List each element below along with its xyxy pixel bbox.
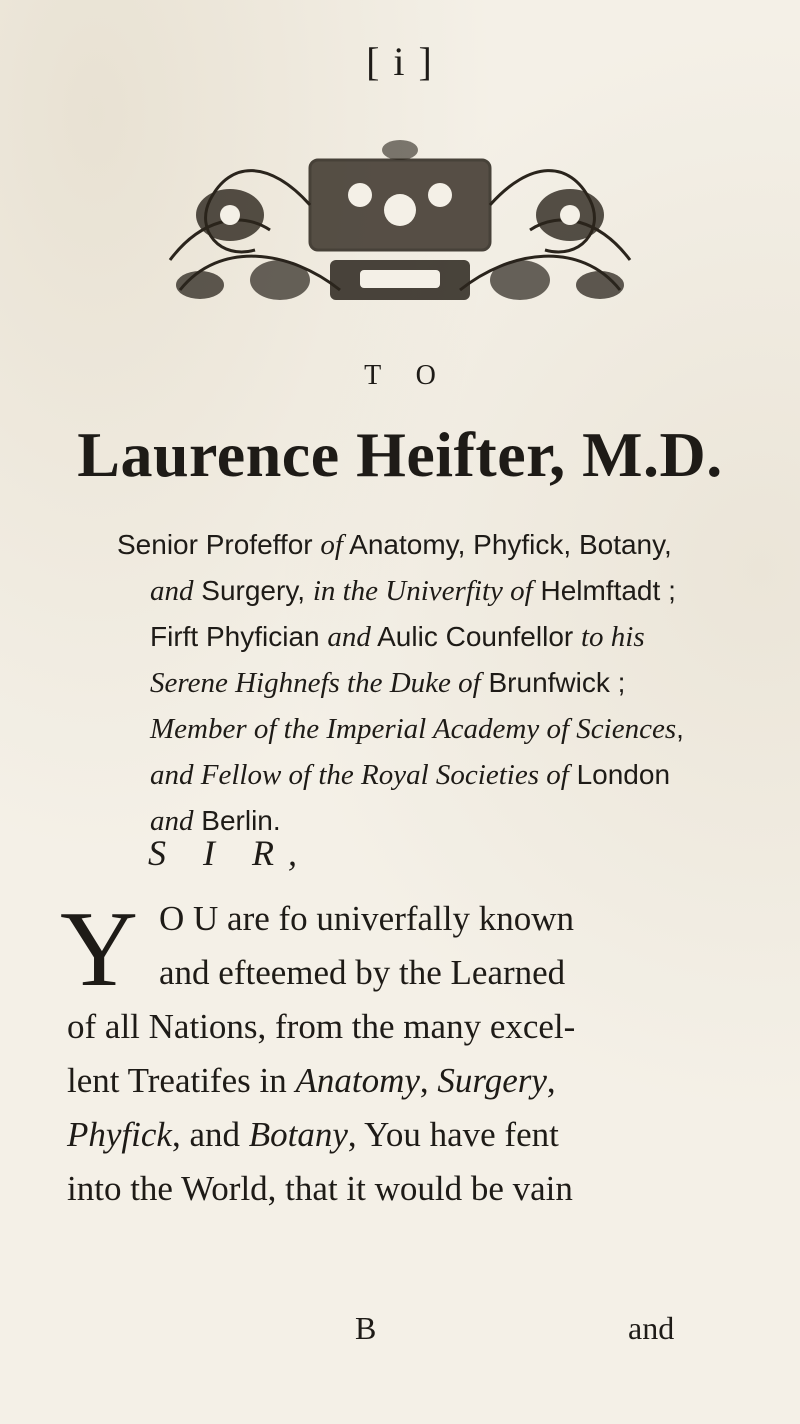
letter-body [67,892,697,1216]
text-run: Firft Phyfician [150,621,328,652]
dedication-line-3 [117,614,677,660]
text-run: Anatomy, Phyfick, Botany, [342,529,672,560]
italic-run: and Fellow of the Royal Societies of [150,759,569,791]
text-run: , [676,713,684,744]
text-run: lent Treatifes in [67,1061,296,1100]
italic-run: and [150,805,194,837]
italic-run: Serene Highnefs the Duke of [150,667,481,699]
italic-run: in the Univerfity of [312,575,533,607]
text-run: Senior Profeffor [117,529,321,560]
dedication-line-2 [117,568,677,614]
dedication-line-6 [117,752,677,798]
dedication-titles [117,522,684,844]
floral-headpiece-icon [160,140,640,320]
italic-run: Botany [248,1115,348,1154]
text-run: London [568,759,671,790]
body-line-1: O U are fo univerfally known [159,899,575,938]
italic-run: Phyfick [67,1115,172,1154]
body-line-4 [67,1054,697,1108]
text-run: , [546,1061,556,1100]
body-line-6: into the World, that it would be vain [67,1169,573,1208]
text-run: Brunfwick ; [480,667,626,698]
italic-run: to his [581,621,645,653]
italic-run: Member of the Imperial Academy of Sciences [150,713,677,745]
italic-run: of [320,529,343,561]
dedicatee-name: Laurence Heifter, M.D. [77,419,723,490]
text-run: , and [171,1115,249,1154]
text-run: Aulic Counfellor [370,621,581,652]
dedication-line-1 [117,522,677,568]
text-run: Surgery, [193,575,313,606]
signature-mark: B [355,1310,377,1346]
salutation: S I R, [148,833,311,873]
italic-run: and [327,621,371,653]
text-run: Berlin. [193,805,281,836]
dedication-line-4 [117,660,677,706]
italic-run: and [150,575,194,607]
dedication-line-5 [117,706,684,752]
to-heading: T O [364,360,450,391]
body-line-3: of all Nations, from the many excel- [67,1007,576,1046]
italic-run: Anatomy [295,1061,420,1100]
body-line-5 [67,1108,697,1162]
text-run: , You have fent [347,1115,559,1154]
page-number: [ i ] [366,39,434,84]
italic-run: Surgery [437,1061,547,1100]
catchword: and [628,1310,675,1346]
body-line-2: and efteemed by the Learned [159,953,566,992]
text-run: Helmftadt ; [532,575,676,606]
text-run: , [419,1061,438,1100]
drop-cap: Y [60,890,138,1009]
